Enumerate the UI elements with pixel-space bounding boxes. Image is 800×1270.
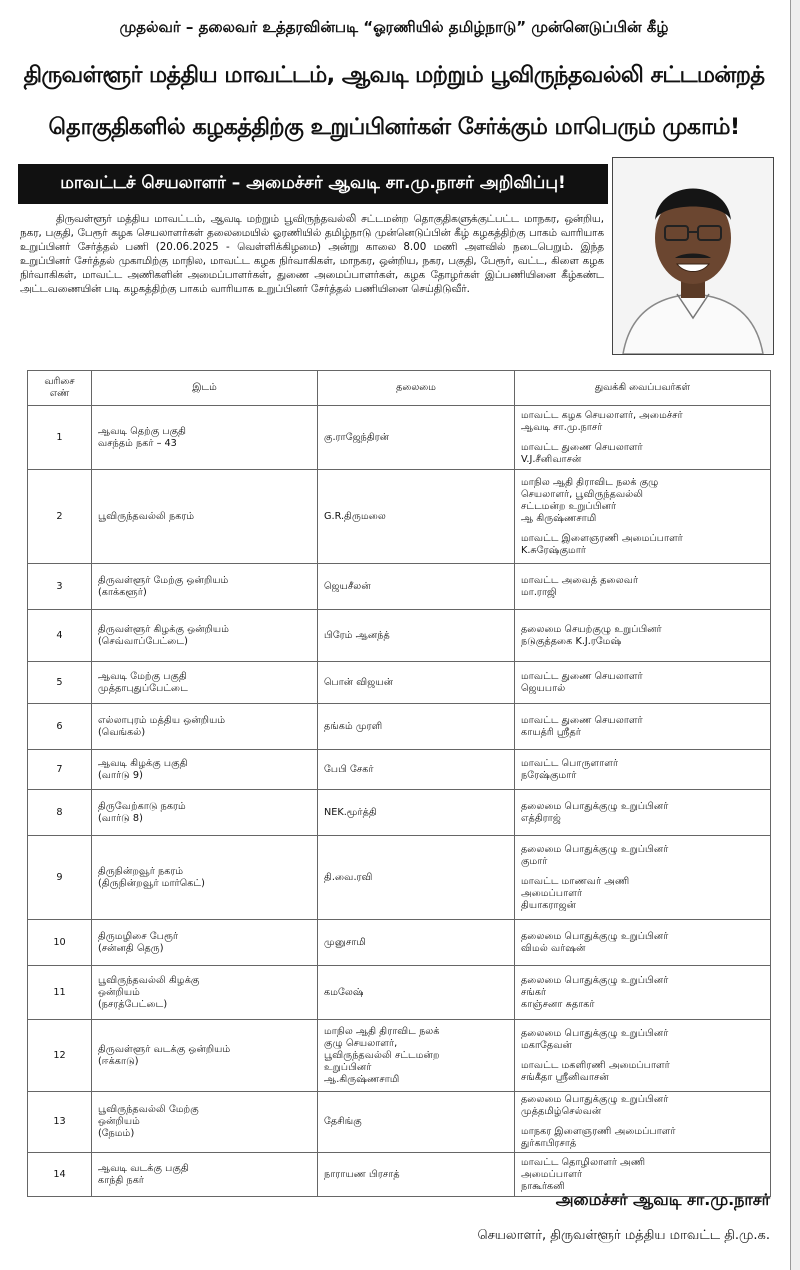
inaugurator-line: தலைமை பொதுக்குழு உறுப்பினர் — [521, 1094, 669, 1105]
inaugurator-line: மாவட்ட கழக செயலாளர், அமைச்சர் — [521, 409, 683, 421]
place-cell-line: பூவிருந்தவல்லி கிழக்கு — [98, 974, 200, 986]
inaugurator-line: மாவட்ட மகளிரணி அமைப்பாளர் — [521, 1059, 670, 1071]
table-row — [28, 920, 771, 966]
lead-cell — [318, 564, 515, 610]
lead-cell-line: குழு செயலாளர், — [324, 1037, 398, 1049]
inaugurator-cell — [515, 662, 771, 704]
inaugurator-line: தலைமை பொதுக்குழு உறுப்பினர் — [521, 930, 669, 942]
inaugurator-line: செயலாளர், பூவிருந்தவல்லி — [521, 488, 644, 500]
serial-cell: 12 — [28, 1020, 92, 1092]
inaugurator-line: தலைமை செயற்குழு உறுப்பினர் — [521, 623, 662, 635]
place-cell — [92, 406, 318, 470]
inaugurator-line: V.J.சீனிவாசன் — [521, 453, 582, 465]
place-cell-line: ஆவடி வடக்கு பகுதி — [98, 1162, 189, 1174]
place-cell-line: வசந்தம் நகர் – 43 — [98, 437, 177, 449]
inaugurator-cell — [515, 750, 771, 790]
inaugurator-line: ஜெயபால் — [521, 682, 566, 694]
serial-cell: 11 — [28, 966, 92, 1020]
inaugurator-cell — [515, 1020, 771, 1092]
inaugurator-line: நரேஷ்குமார் — [521, 769, 577, 781]
place-cell-line: திருவள்ளூர் கிழக்கு ஒன்றியம் — [98, 623, 230, 635]
inaugurator-line: K.சுரேஷ்குமார் — [521, 544, 586, 556]
table-row — [28, 836, 771, 920]
inaugurator-line: தலைமை பொதுக்குழு உறுப்பினர் — [521, 800, 669, 812]
inaugurator-cell — [515, 470, 771, 564]
lead-cell — [318, 790, 515, 836]
place-cell-line: ஒன்றியம் — [98, 986, 140, 998]
place-cell-line: ஆவடி தெற்கு பகுதி — [98, 425, 187, 437]
intro-paragraph — [20, 212, 604, 297]
inaugurator-line: தலைமை பொதுக்குழு உறுப்பினர் — [521, 974, 669, 986]
table-row — [28, 750, 771, 790]
inaugurator-line: குமார் — [521, 855, 548, 867]
inaugurator-line: காயத்ரி ஸ்ரீதர் — [521, 726, 581, 738]
lead-cell — [318, 966, 515, 1020]
inaugurator-line: ஆ கிருஷ்ணசாமி — [521, 512, 597, 524]
inaugurator-cell — [515, 610, 771, 662]
place-cell-line: (நேமம்) — [98, 1128, 135, 1139]
top-line: முதல்வர் – தலைவர் உத்தரவின்படி “ஓரணியில் தமிழ்நாடு” முன்னெடுப்பின் கீழ் — [119, 18, 669, 36]
inaugurator-line: மாவட்ட இளைஞரணி அமைப்பாளர் — [521, 532, 683, 544]
inaugurator-line: மா.ராஜி — [521, 586, 557, 598]
serial-cell: 10 — [28, 920, 92, 966]
inaugurator-line: மாவட்ட துணை செயலாளர் — [521, 441, 643, 453]
place-cell-line: காந்தி நகர் — [98, 1174, 144, 1186]
place-cell-line: பூவிருந்தவல்லி நகரம் — [98, 510, 195, 522]
place-cell-line: பூவிருந்தவல்லி மேற்கு — [98, 1104, 199, 1115]
inaugurator-line: தலைமை பொதுக்குழு உறுப்பினர் — [521, 1027, 669, 1039]
group-gap — [521, 525, 764, 533]
place-cell-line: (காக்களூர்) — [98, 586, 147, 598]
place-cell-line: முத்தாபுதுப்பேட்டை — [98, 682, 188, 694]
inaugurator-line: மாவட்ட அவைத் தலைவர் — [521, 574, 639, 586]
lead-cell — [318, 750, 515, 790]
inaugurator-line: மகாதேவன் — [521, 1039, 572, 1051]
place-cell-line: (சன்னதி தெரு) — [98, 942, 164, 954]
lead-cell-line: நாராயண பிரசாத் — [324, 1168, 400, 1180]
lead-cell-line: உறுப்பினர் — [324, 1061, 372, 1073]
lead-cell — [318, 610, 515, 662]
inaugurator-cell — [515, 564, 771, 610]
inaugurator-cell — [515, 836, 771, 920]
lead-cell-line: முனுசாமி — [324, 936, 366, 948]
lead-cell-line: தங்கம் முரளி — [324, 720, 383, 732]
place-cell — [92, 750, 318, 790]
lead-cell-line: தி.வை.ரவி — [324, 871, 373, 883]
lead-cell — [318, 836, 515, 920]
lead-cell-line: ஆ.கிருஷ்ணசாமி — [324, 1073, 400, 1085]
place-cell-line: (வார்டு 8) — [98, 812, 143, 824]
place-cell-line: எல்லாபுரம் மத்திய ஒன்றியம் — [98, 714, 226, 726]
place-cell-line: (நசரத்பேட்டை) — [98, 998, 168, 1010]
schedule-table — [27, 370, 771, 1197]
portrait-illustration — [613, 158, 773, 354]
announcement-bar — [18, 164, 608, 204]
inaugurator-cell — [515, 920, 771, 966]
place-cell — [92, 836, 318, 920]
table-row — [28, 790, 771, 836]
table-row — [28, 1092, 771, 1153]
place-cell-line: ஆவடி மேற்கு பகுதி — [98, 670, 187, 682]
place-cell-line: திருவேற்காடு நகரம் — [98, 800, 186, 812]
place-cell-line: ஒன்றியம் — [98, 1116, 140, 1127]
table-row — [28, 1020, 771, 1092]
inaugurator-cell — [515, 966, 771, 1020]
adjacent-column-edge — [790, 0, 800, 1270]
place-cell — [92, 564, 318, 610]
place-cell-line: (செவ்வாப்பேட்டை) — [98, 635, 188, 647]
place-cell-line: (வார்டு 9) — [98, 769, 143, 781]
table-row — [28, 704, 771, 750]
serial-cell: 5 — [28, 662, 92, 704]
inaugurator-line: மாவட்ட தொழிலாளர் அணி — [521, 1156, 646, 1168]
place-cell — [92, 610, 318, 662]
inaugurator-line: துர்காபிரசாத் — [521, 1138, 577, 1149]
place-cell-line: ஆவடி கிழக்கு பகுதி — [98, 757, 188, 769]
group-gap — [521, 1118, 764, 1126]
place-cell-line: திருநின்றவூர் நகரம் — [98, 865, 184, 877]
minister-photo — [612, 157, 774, 355]
lead-cell-line: பொன் விஜயன் — [324, 676, 394, 688]
serial-cell: 13 — [28, 1092, 92, 1153]
place-cell — [92, 966, 318, 1020]
place-cell-line: திருவள்ளூர் வடக்கு ஒன்றியம் — [98, 1043, 231, 1055]
inaugurator-line: மாநில ஆதி திராவிட நலக் குழு — [521, 476, 659, 488]
inaugurator-line: மாவட்ட துணை செயலாளர் — [521, 670, 643, 682]
serial-cell: 7 — [28, 750, 92, 790]
place-cell-line: (திருநின்றவூர் மார்கெட்) — [98, 877, 205, 889]
announcement-text: மாவட்டச் செயலாளர் – அமைச்சர் ஆவடி சா.மு.நாசர் அறிவிப்பு! — [60, 173, 566, 193]
header-place: இடம் — [92, 371, 318, 406]
inaugurator-line: மாநகர இளைஞரணி அமைப்பாளர் — [521, 1126, 676, 1137]
inaugurator-cell — [515, 790, 771, 836]
lead-cell-line: G.R.திருமலை — [324, 510, 386, 522]
inaugurator-line: அமைப்பாளர் — [521, 1168, 583, 1180]
inaugurator-line: ஆவடி சா.மு.நாசர் — [521, 421, 603, 433]
place-cell-line: (வெங்கல்) — [98, 726, 146, 738]
header-inaugurators: துவக்கி வைப்பவர்கள் — [515, 371, 771, 406]
lead-cell — [318, 662, 515, 704]
serial-cell: 1 — [28, 406, 92, 470]
header-lead: தலைமை — [318, 371, 515, 406]
inaugurator-line: தலைமை பொதுக்குழு உறுப்பினர் — [521, 843, 669, 855]
lead-cell-line: மாநில ஆதி திராவிட நலக் — [324, 1025, 440, 1037]
group-gap — [521, 868, 764, 876]
table-row — [28, 470, 771, 564]
lead-cell — [318, 704, 515, 750]
place-cell — [92, 1092, 318, 1153]
lead-cell — [318, 470, 515, 564]
place-cell — [92, 1153, 318, 1197]
lead-cell-line: பூவிருந்தவல்லி சட்டமன்ற — [324, 1049, 440, 1061]
inaugurator-line: தியாகராஜன் — [521, 899, 577, 911]
place-cell — [92, 470, 318, 564]
lead-cell-line: கு.ராஜேந்திரன் — [324, 431, 390, 443]
serial-cell: 8 — [28, 790, 92, 836]
table-row — [28, 610, 771, 662]
place-cell — [92, 790, 318, 836]
signatory-title: செயலாளர், திருவள்ளூர் மத்திய மாவட்ட தி.மு.க. — [477, 1228, 770, 1243]
inaugurator-line: நடுகுத்தகை K.J.ரமேஷ் — [521, 635, 622, 647]
group-gap — [521, 1052, 764, 1060]
table-row — [28, 966, 771, 1020]
inaugurator-line: மாவட்ட துணை செயலாளர் — [521, 714, 643, 726]
inaugurator-line: விமல் வர்ஷன் — [521, 942, 586, 954]
lead-cell-line: ஜெயசீலன் — [324, 580, 371, 592]
header-serial: வரிசை எண் — [28, 371, 92, 406]
intro-text: திருவள்ளூர் மத்திய மாவட்டம், ஆவடி மற்றும் பூவிருந்தவல்லி சட்டமன்ற தொகுதிகளுக்குட்பட்ட மாநகர, ஒன்றிய, நகர, பகுதி, பேரூர் கழக செயலாளர்கள் தலைமையில் ஓரணியில் தமிழ்நாடு முன்னெடுப்பின் கீழ் கழகத்திற்கு பாகம் வாரியாக உறுப்பினர் சேர்த்தல் பணி (20.06.2025 - வெள்ளிக்கிழமை) அன்று காலை 8.00 மணி அளவில் நடைபெறும். இந்த உறுப்பினர் சேர்த்தல் முகாமிற்கு மாநில, மாவட்ட கழக நிர்வாகிகள், மாநகர, ஒன்றிய, நகர, பகுதி, பேரூர், வட்ட, கிளை கழக நிர்வாகிகள், மாவட்ட அணிகளின் அமைப்பாளர்கள், துணை அமைப்பாளர்கள், கழக தோழர்கள் இப்பணியினை கீழ்கண்ட அட்டவணையின் படி கழகத்திற்கு பாகம் வாரியாக உறுப்பினர் சேர்த்தல் பணியினை செய்திடுவீர். — [20, 213, 604, 296]
headline-line-1: திருவள்ளூர் மத்திய மாவட்டம், ஆவடி மற்றும் பூவிருந்தவல்லி சட்டமன்றத் — [23, 62, 765, 88]
group-gap — [521, 434, 764, 442]
serial-cell: 14 — [28, 1153, 92, 1197]
place-cell — [92, 920, 318, 966]
inaugurator-cell — [515, 406, 771, 470]
lead-cell — [318, 1092, 515, 1153]
table-header-row — [28, 371, 771, 406]
inaugurator-line: சங்கர் — [521, 986, 547, 998]
inaugurator-line: முத்தமிழ்செல்வன் — [521, 1106, 602, 1117]
place-cell-line: திருவள்ளூர் மேற்கு ஒன்றியம் — [98, 574, 229, 586]
inaugurator-line: நாகூர்கனி — [521, 1180, 565, 1192]
inaugurator-line: மாவட்ட பொருளாளர் — [521, 757, 619, 769]
lead-cell-line: NEK.மூர்த்தி — [324, 806, 377, 818]
serial-cell: 3 — [28, 564, 92, 610]
place-cell-line: திருமழிசை பேரூர் — [98, 930, 179, 942]
place-cell — [92, 662, 318, 704]
lead-cell-line: பேபி சேகர் — [324, 763, 374, 775]
lead-cell — [318, 1020, 515, 1092]
inaugurator-line: எத்திராஜ் — [521, 812, 561, 824]
headline-line-2: தொகுதிகளில் கழகத்திற்கு உறுப்பினர்கள் சேர்க்கும் மாபெரும் முகாம்! — [48, 114, 740, 140]
inaugurator-line: சட்டமன்ற உறுப்பினர் — [521, 500, 617, 512]
inaugurator-line: அமைப்பாளர் — [521, 887, 583, 899]
lead-cell-line: கமலேஷ் — [324, 986, 364, 998]
lead-cell — [318, 406, 515, 470]
lead-cell — [318, 920, 515, 966]
serial-cell: 9 — [28, 836, 92, 920]
serial-cell: 2 — [28, 470, 92, 564]
place-cell — [92, 1020, 318, 1092]
lead-cell-line: பிரேம் ஆனந்த் — [324, 629, 390, 641]
serial-cell: 4 — [28, 610, 92, 662]
inaugurator-line: மாவட்ட மாணவர் அணி — [521, 875, 630, 887]
inaugurator-cell — [515, 1092, 771, 1153]
inaugurator-line: சங்கீதா ஸ்ரீனிவாசன் — [521, 1071, 609, 1083]
table-row — [28, 406, 771, 470]
inaugurator-line: காஞ்சனா சுதாகர் — [521, 998, 595, 1010]
table-row — [28, 662, 771, 704]
inaugurator-cell — [515, 704, 771, 750]
table-body — [28, 406, 771, 1197]
table-row — [28, 564, 771, 610]
signatory-name: அமைச்சர் ஆவடி சா.மு.நாசர் — [555, 1190, 770, 1209]
place-cell-line: (ஈக்காடு) — [98, 1055, 139, 1067]
place-cell — [92, 704, 318, 750]
serial-cell: 6 — [28, 704, 92, 750]
lead-cell-line: தேசிங்கு — [324, 1116, 362, 1127]
